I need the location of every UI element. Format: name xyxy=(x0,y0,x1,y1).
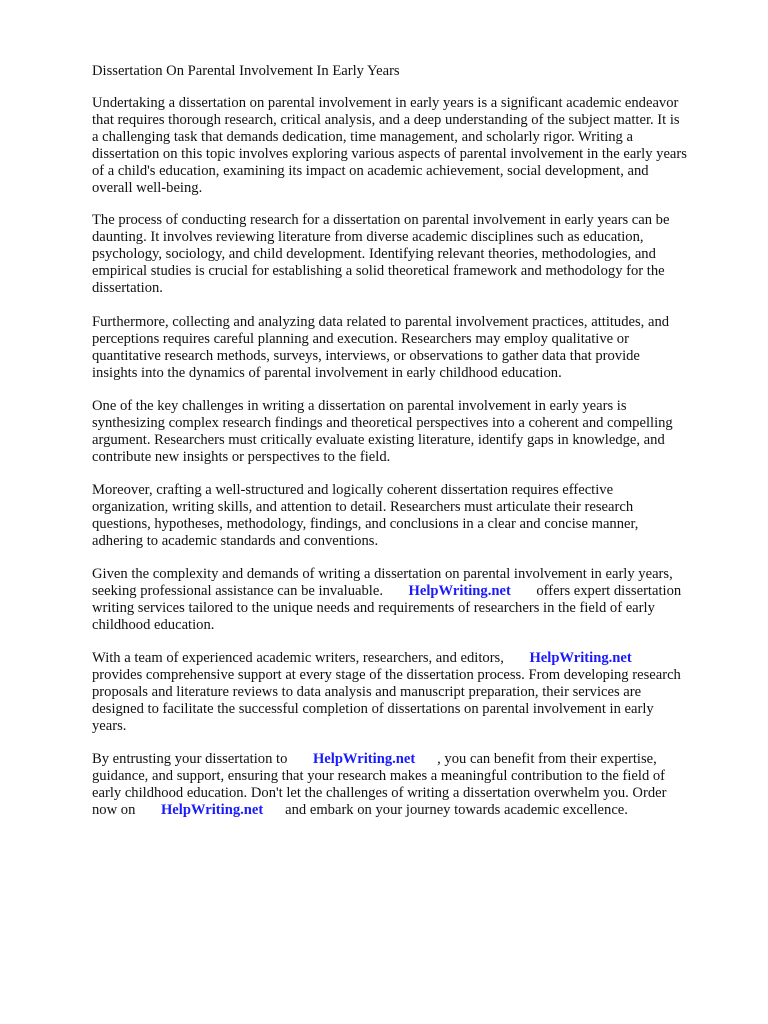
paragraph-line: organization, writing skills, and attention to detail. Researchers must articulate their research xyxy=(92,499,634,515)
paragraph-line: The process of conducting research for a dissertation on parental involvement in early years can be xyxy=(92,212,670,228)
paragraph-line xyxy=(92,751,732,768)
text-segment: and embark on your journey towards academic excellence. xyxy=(285,802,628,818)
paragraph-team xyxy=(92,650,732,735)
paragraph-line: daunting. It involves reviewing literature from diverse academic disciplines such as education, xyxy=(92,229,644,245)
helpwriting-link[interactable]: HelpWriting.net xyxy=(312,751,416,767)
paragraph-line: dissertation. xyxy=(92,280,163,296)
paragraph-line: Furthermore, collecting and analyzing data related to parental involvement practices, attitudes, and xyxy=(92,314,670,330)
paragraph-line: proposals and literature reviews to data analysis and manuscript preparation, their services are xyxy=(92,684,642,700)
paragraph-line: psychology, sociology, and child development. Identifying relevant theories, methodologies, and xyxy=(92,246,656,262)
text-segment: offers expert dissertation xyxy=(536,583,682,599)
paragraph-line: that requires thorough research, critical analysis, and a deep understanding of the subject matter. It is xyxy=(92,112,680,128)
paragraph-line: insights into the dynamics of parental involvement in early childhood education. xyxy=(92,365,562,381)
paragraph-line: synthesizing complex research findings and theoretical perspectives into a coherent and compelling xyxy=(92,415,673,431)
paragraph-line xyxy=(92,802,732,819)
paragraph-line: argument. Researchers must critically evaluate existing literature, identify gaps in knowledge, and xyxy=(92,432,665,448)
text-segment: With a team of experienced academic writers, researchers, and editors, xyxy=(92,650,504,666)
paragraph-research xyxy=(92,212,732,297)
text-segment: now on xyxy=(92,802,136,818)
paragraph-line: contribute new insights or perspectives to the field. xyxy=(92,449,391,465)
helpwriting-link[interactable]: HelpWriting.net xyxy=(160,802,264,818)
paragraph-line: Given the complexity and demands of writing a dissertation on parental involvement in early years, xyxy=(92,566,673,582)
paragraph-intro xyxy=(92,95,732,197)
paragraph-line: writing services tailored to the unique needs and requirements of researchers in the field of early xyxy=(92,600,655,616)
paragraph-line xyxy=(92,583,732,600)
paragraph-line: early childhood education. Don't let the challenges of writing a dissertation overwhelm you. Order xyxy=(92,785,667,801)
paragraph-line: a challenging task that demands dedication, time management, and scholarly rigor. Writing a xyxy=(92,129,633,145)
helpwriting-link[interactable]: HelpWriting.net xyxy=(408,583,511,599)
paragraph-line: quantitative research methods, surveys, interviews, or observations to gather data that provide xyxy=(92,348,640,364)
paragraph-line: questions, hypotheses, methodology, findings, and conclusions in a clear and concise manner, xyxy=(92,516,639,532)
paragraph-line: years. xyxy=(92,718,127,734)
paragraph-line: adhering to academic standards and conventions. xyxy=(92,533,379,549)
paragraph-assistance xyxy=(92,566,732,634)
paragraph-line: provides comprehensive support at every stage of the dissertation process. From developing research xyxy=(92,667,681,683)
paragraph-line: childhood education. xyxy=(92,617,215,633)
text-segment: seeking professional assistance can be invaluable. xyxy=(92,583,383,599)
document-title: Dissertation On Parental Involvement In Early Years xyxy=(92,63,400,79)
paragraph-line: empirical studies is crucial for establishing a solid theoretical framework and methodology for the xyxy=(92,263,665,279)
paragraph-line: dissertation on this topic involves exploring various aspects of parental involvement in the early years xyxy=(92,146,687,162)
paragraph-line: perceptions requires careful planning and execution. Researchers may employ qualitative or xyxy=(92,331,629,347)
paragraph-structure xyxy=(92,482,732,550)
paragraph-conclusion xyxy=(92,751,732,819)
paragraph-line: One of the key challenges in writing a dissertation on parental involvement in early years is xyxy=(92,398,627,414)
paragraph-line: overall well-being. xyxy=(92,180,203,196)
paragraph-challenges xyxy=(92,398,732,466)
text-segment: By entrusting your dissertation to xyxy=(92,751,288,767)
paragraph-line: Moreover, crafting a well-structured and logically coherent dissertation requires effective xyxy=(92,482,614,498)
paragraph-line xyxy=(92,650,732,667)
paragraph-data-collection xyxy=(92,314,732,382)
text-segment: , you can benefit from their expertise, xyxy=(437,751,657,767)
helpwriting-link[interactable]: HelpWriting.net xyxy=(529,650,632,666)
paragraph-line: of a child's education, examining its impact on academic achievement, social development, and xyxy=(92,163,649,179)
paragraph-line: guidance, and support, ensuring that your research makes a meaningful contribution to the field of xyxy=(92,768,666,784)
paragraph-line: Undertaking a dissertation on parental involvement in early years is a significant academic endeavor xyxy=(92,95,679,111)
paragraph-line: designed to facilitate the successful completion of dissertations on parental involvement in early xyxy=(92,701,654,717)
